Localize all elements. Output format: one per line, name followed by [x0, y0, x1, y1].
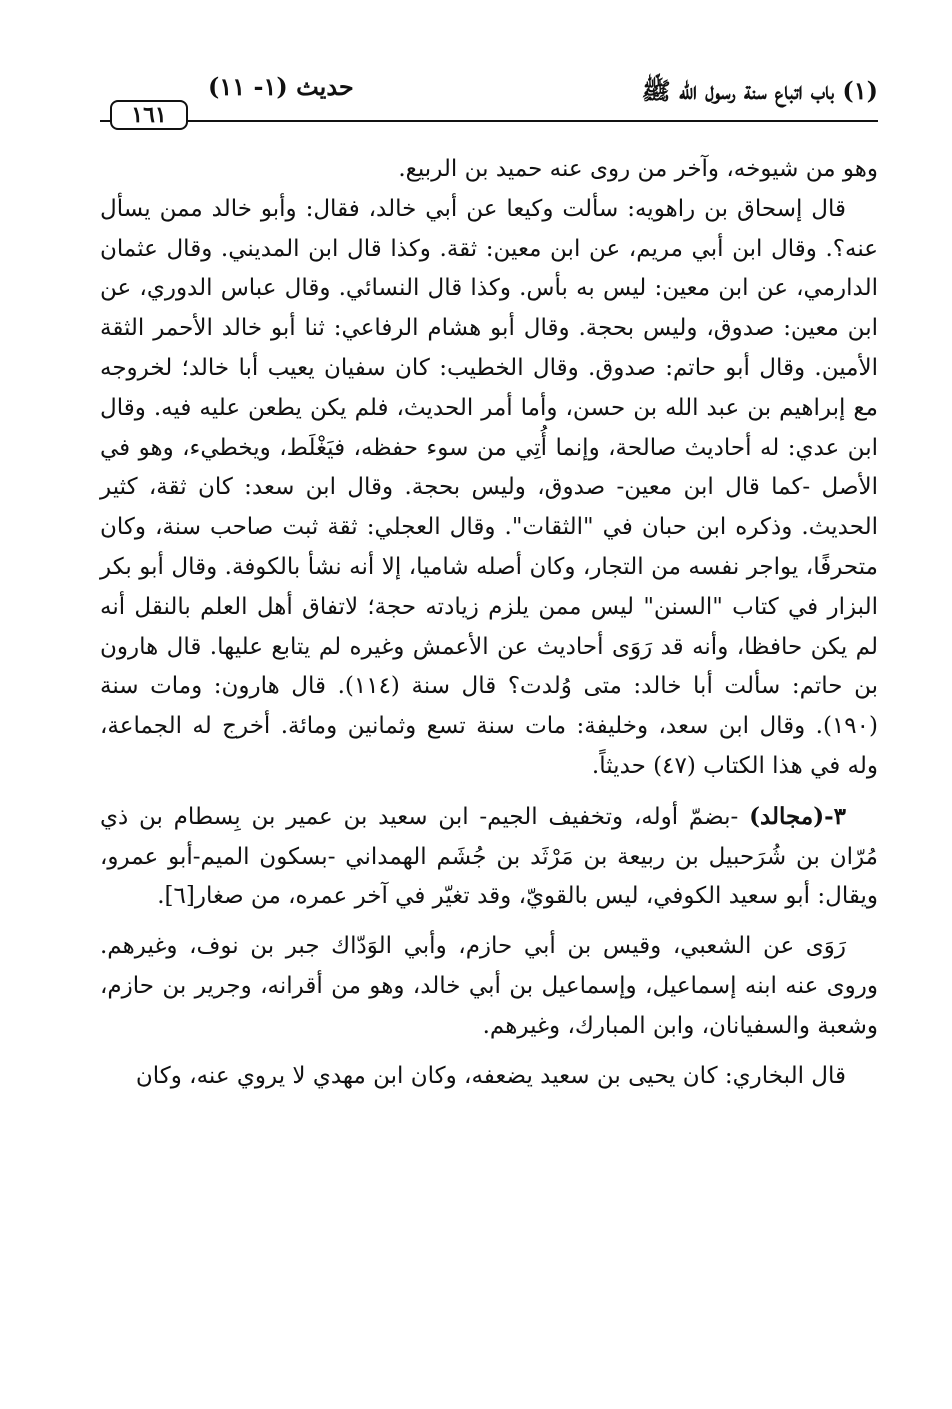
page-number: ١٦١: [110, 100, 188, 130]
entry-text: -بضمّ أوله، وتخفيف الجيم- ابن سعيد بن عمير بن بِسطام بن ذي مُرّان بن شُرَحبيل بن ربيعة بن مَرْثَد بن جُشَم الهمداني -بسكون الميم-أبو عمرو، ويقال: أبو سعيد الكوفي، ليس بالقويّ، وقد تغيّر في آخر عمره، من صغار[٦].: [100, 803, 878, 910]
page-header: [100, 72, 878, 126]
header-rule: [100, 120, 878, 122]
paragraph: [100, 797, 878, 917]
paragraph: وهو من شيوخه، وآخر من روى عنه حميد بن الربيع.: [398, 156, 878, 182]
paragraph: قال البخاري: كان يحيى بن سعيد يضعفه، وكان ابن مهدي لا يروي عنه، وكان: [135, 1062, 846, 1089]
chapter-title: (١) باب اتباع سنة رسول الله ﷺ: [641, 76, 878, 105]
paragraph: قال إسحاق بن راهويه: سألت وكيعا عن أبي خالد، فقال: وأبو خالد ممن يسأل عنه؟. وقال ابن أبي مريم، عن ابن معين: ثقة. وكذا قال ابن المديني. وقال عثمان الدارمي، عن ابن معين: ليس به بأس. وكذا قال النسائي. وقال عباس الدوري، عن ابن معين: صدوق، وليس بحجة. وقال أبو هشام الرفاعي: ثنا أبو خالد الأحمر الثقة الأمين. وقال أبو حاتم: صدوق. وقال الخطيب: كان سفيان يعيب أبا خالد؛ لخروجه مع إبراهيم بن عبد الله بن حسن، وأما أمر الحديث، فلم يكن يطعن عليه فيه. وقال ابن عدي: له أحاديث صالحة، وإنما أُتِي من سوء حفظه، فيَغْلَط، ويخطيء، وهو في الأصل -كما قال ابن معين- صدوق، وليس بحجة. وقال ابن سعد: كان ثقة، كثير الحديث. وذكره ابن حبان في "الثقات". وقال العجلي: ثقة ثبت صاحب سنة، وكان متحرفًا، يواجر نفسه من التجار، وكان أصله شاميا، إلا أنه نشأ بالكوفة. وقال أبو بكر البزار في كتاب "السنن" ليس ممن يلزم زيادته حجة؛ لاتفاق أهل العلم بالنقل أنه لم يكن حافظا، وأنه قد رَوَى أحاديث عن الأعمش وغيره لم يتابع عليها. قال هارون بن حاتم: سألت أبا خالد: متى وُلدت؟ قال سنة (١١٤). قال هارون: ومات سنة (١٩٠). وقال ابن سعد، وخليفة: مات سنة تسع وثمانين ومائة. أخرج له الجماعة، وله في هذا الكتاب (٤٧) حديثاً.: [100, 195, 878, 779]
hadith-range: حديث (١- ١١): [208, 72, 354, 101]
page-body: [100, 150, 878, 1096]
entry-lead: ٣-(مجالد): [749, 802, 846, 830]
paragraph: رَوَى عن الشعبي، وقيس بن أبي حازم، وأبي الوَدّاك جبر بن نوف، وغيرهم. وروى عنه ابنه إسماعيل، وإسماعيل بن أبي خالد، وهو من أقرانه، وجرير بن حازم، وشعبة والسفيانان، وابن المبارك، وغيرهم.: [100, 933, 878, 1039]
